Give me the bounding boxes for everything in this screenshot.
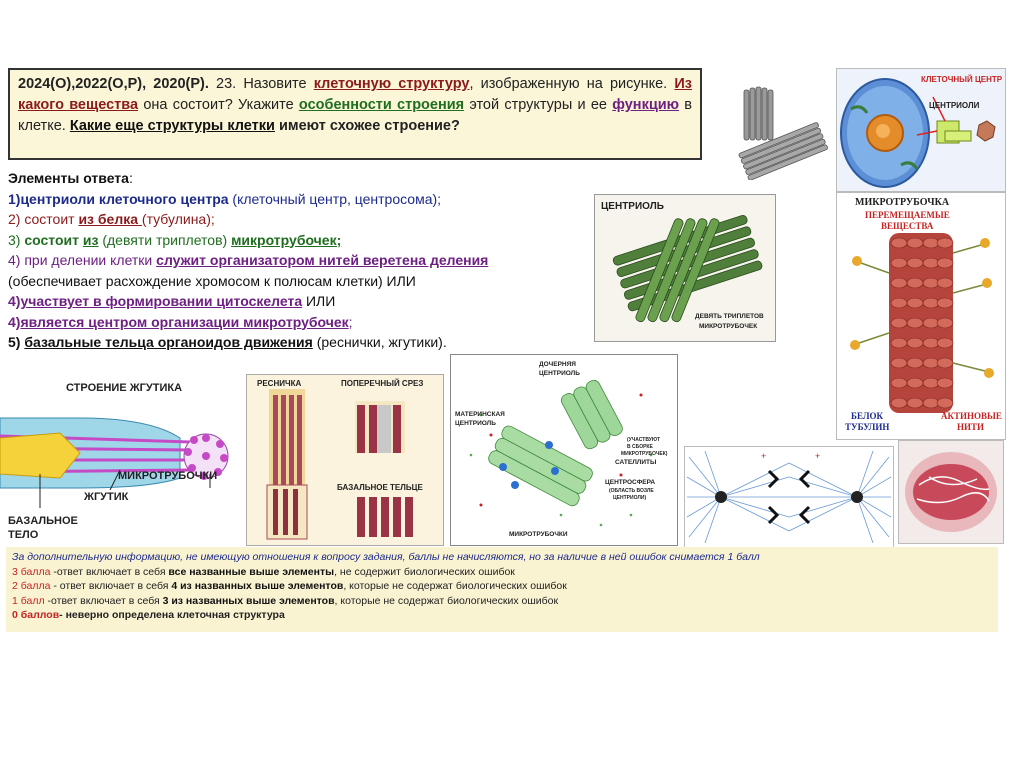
scoring-level-2	[12, 579, 992, 594]
microtubules-label: МИКРОТРУБОЧКИ	[118, 470, 218, 482]
answer-main: является центром организации микротрубочек	[20, 313, 349, 330]
scoring-level-label: 3 балла	[12, 565, 51, 578]
microtubule-title: МИКРОТРУБОЧКА	[855, 197, 950, 208]
microtubule-image	[836, 192, 1006, 440]
svg-text:+: +	[761, 451, 767, 461]
scoring-text: , которые не содержат биологических ошибок	[334, 594, 559, 607]
answer-main: служит организатором нитей веретена деления	[156, 252, 489, 268]
answer-number: 4)	[8, 313, 21, 330]
answer-item-5	[8, 332, 588, 353]
participate-label-2: В СБОРКЕ	[627, 444, 653, 450]
microtubules-small-label: МИКРОТРУБОЧКИ	[509, 531, 568, 538]
answer-main: из белка	[78, 211, 142, 227]
answer-item-4	[8, 250, 588, 271]
scoring-text: , не содержит биологических ошибок	[334, 565, 515, 578]
answer-heading-colon: :	[128, 170, 133, 186]
triplets-caption-2: МИКРОТРУБОЧЕК	[699, 323, 758, 330]
scoring-note: За дополнительную информацию, не имеющую отношения к вопросу задания, баллы не начисляются, но за наличие в ней ошибок снимается 1 балл	[12, 551, 760, 563]
answer-item-1	[8, 189, 588, 210]
scoring-level-1	[12, 594, 992, 609]
answer-main: участвует в формировании цитоскелета	[20, 293, 303, 309]
triplets-caption-1: ДЕВЯТЬ ТРИПЛЕТОВ	[695, 313, 764, 320]
actin-label-1: АКТИНОВЫЕ	[941, 411, 1002, 421]
daughter-centriole-label-1: ДОЧЕРНЯЯ	[539, 361, 576, 368]
question-years: 2024(О),2022(О,Р), 2020(Р).	[18, 76, 209, 92]
flagellum-image	[0, 378, 236, 544]
scoring-text: , которые не содержат биологических ошибок	[343, 580, 567, 592]
question-text: 23. Назовите	[208, 76, 314, 92]
answer-number: 1)	[8, 190, 21, 207]
answer-rest: (обеспечивает расхождение хромосом к полюсам клетки) ИЛИ	[8, 272, 416, 289]
keyword-function: функцию	[612, 97, 680, 113]
actin-label-2: НИТИ	[957, 422, 985, 432]
centriole-title: ЦЕНТРИОЛЬ	[601, 201, 664, 212]
flagellum-label: ЖГУТИК	[84, 491, 129, 503]
cilium-image	[246, 374, 444, 546]
centrosphere-note-2: ЦЕНТРИОЛИ)	[613, 495, 647, 501]
daughter-centriole-label-2: ЦЕНТРИОЛЬ	[539, 370, 580, 377]
answer-heading	[8, 168, 588, 189]
answer-number: 3)	[8, 231, 25, 248]
answer-main: базальные тельца органоидов движения	[24, 334, 313, 350]
cross-section-label: ПОПЕРЕЧНЫЙ СРЕЗ	[341, 379, 424, 388]
flagellum-title: СТРОЕНИЕ ЖГУТИКА	[66, 382, 183, 394]
answer-main: состоит	[24, 231, 79, 248]
answer-main: из	[82, 231, 99, 248]
centrosphere-image	[450, 354, 678, 546]
cell-center-image	[836, 68, 1006, 192]
answer-number: 5)	[8, 334, 25, 350]
scoring-level-label: 2 балла	[12, 580, 51, 592]
basal-little-body-label: БАЗАЛЬНОЕ ТЕЛЬЦЕ	[337, 483, 423, 492]
answer-item-4b	[8, 291, 588, 312]
scoring-box	[6, 547, 998, 632]
answer-heading-text: Элементы ответа	[8, 170, 129, 186]
answer-number: 4)	[8, 293, 21, 309]
participate-label-3: МИКРОТРУБОЧЕК)	[621, 451, 668, 457]
scoring-level-label: 0 баллов	[12, 609, 60, 621]
scoring-level-3	[12, 565, 992, 580]
centrioles-label: ЦЕНТРИОЛИ	[929, 101, 980, 110]
scoring-emph: все названные выше элементы	[168, 565, 335, 578]
answer-main: центриоли клеточного центра	[20, 190, 229, 207]
answer-rest: (клеточный центр, центросома);	[228, 190, 442, 207]
answer-item-4-line2	[8, 271, 588, 292]
chromosome-micrograph-image	[898, 440, 1004, 544]
satellites-label: САТЕЛЛИТЫ	[615, 459, 657, 466]
answer-elements	[8, 168, 588, 353]
scoring-text: -ответ включает в себя	[44, 594, 163, 607]
transported-label-2: ВЕЩЕСТВА	[881, 221, 934, 231]
answer-item-3	[8, 230, 588, 251]
scoring-text: - неверно определена клеточная структура	[59, 609, 285, 621]
question-box	[8, 68, 702, 160]
spindle-image	[684, 446, 894, 548]
cilium-label: РЕСНИЧКА	[257, 379, 302, 388]
basal-body-label-2: ТЕЛО	[8, 529, 39, 541]
tubulin-label-2: ТУБУЛИН	[845, 422, 890, 432]
answer-rest: ;	[348, 313, 353, 330]
question-text: она состоит? Укажите	[138, 97, 299, 113]
answer-item-4c	[8, 312, 588, 333]
answer-rest: (тубулина);	[141, 211, 215, 227]
basal-body-label-1: БАЗАЛЬНОЕ	[8, 515, 78, 527]
scoring-text: - ответ включает в себя	[50, 580, 172, 592]
scoring-emph: 4 из названных выше элементов	[171, 580, 344, 592]
answer-rest: (реснички, жгутики).	[312, 334, 447, 350]
scoring-text: -ответ включает в себя	[50, 565, 169, 578]
answer-rest: (девяти триплетов)	[98, 231, 232, 248]
keyword-substance: Из какого вещества	[18, 76, 692, 113]
participate-label-1: (УЧАСТВУЮТ	[627, 437, 660, 443]
mother-centriole-label-1: МАТЕРИНСКАЯ	[455, 411, 505, 418]
mother-centriole-label-2: ЦЕНТРИОЛЬ	[455, 420, 496, 427]
scoring-level-label: 1 балл	[12, 594, 45, 607]
scoring-level-0	[12, 608, 992, 623]
question-text: , изображенную на рисунке.	[469, 76, 675, 92]
answer-rest: ИЛИ	[302, 293, 336, 309]
answer-main: микротрубочек;	[231, 231, 342, 248]
keyword-other-structures: Какие еще структуры клетки	[69, 118, 275, 134]
tubulin-label-1: БЕЛОК	[851, 411, 884, 421]
answer-number: 2) состоит	[8, 211, 79, 227]
keyword-cell-structure: клеточную структуру	[313, 76, 470, 92]
answer-item-2	[8, 209, 588, 230]
answer-number: 4) при делении клетки	[8, 252, 157, 268]
keyword-structure-features: особенности строения	[298, 97, 465, 113]
transported-label-1: ПЕРЕМЕЩАЕМЫЕ	[865, 210, 950, 220]
centriole-green-image	[594, 194, 776, 342]
centrosphere-label: ЦЕНТРОСФЕРА	[605, 479, 656, 486]
question-text: в клетке.	[18, 97, 693, 134]
question-text: имеют схожее строение?	[274, 118, 460, 134]
centriole-gray-image	[730, 80, 830, 180]
scoring-emph: 3 из названных выше элементов	[162, 594, 335, 607]
svg-text:+: +	[815, 451, 821, 461]
cell-center-label: КЛЕТОЧНЫЙ ЦЕНТР	[921, 75, 1003, 84]
centrosphere-note-1: (ОБЛАСТЬ ВОЗЛЕ	[609, 488, 654, 494]
question-text: этой структуры и ее	[464, 97, 613, 113]
